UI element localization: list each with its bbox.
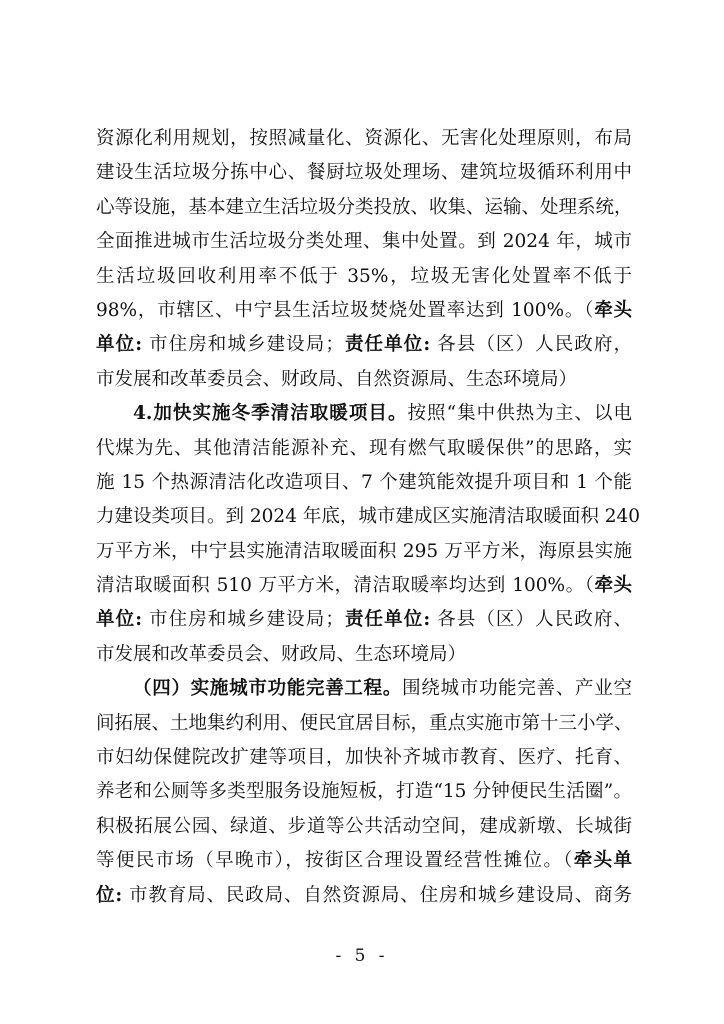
text-run: 市住房和城乡建设局； xyxy=(142,334,344,356)
text-line xyxy=(96,500,641,534)
text-line xyxy=(96,879,632,913)
text-line xyxy=(96,260,632,294)
text-line xyxy=(96,363,632,397)
document-body xyxy=(96,122,641,913)
text-line xyxy=(96,156,632,190)
text-run: 按照“集中供热为主、以电 xyxy=(407,403,632,425)
text-run: 全面推进城市生活垃圾分类处理、集中处置。到 2024 年，城市 xyxy=(96,231,632,253)
bold-text-run: 4.加快实施冬季清洁取暖项目。 xyxy=(133,403,408,425)
text-run: 施 15 个热源清洁化改造项目、7 个建筑能效提升项目和 1 个能 xyxy=(96,471,632,493)
text-run: 力建设类项目。到 2024 年底，城市建成区实施清洁取暖面积 240 xyxy=(96,506,641,528)
text-run: 98%，市辖区、中宁县生活垃圾焚烧处置率达到 100%。（ xyxy=(96,299,595,321)
bold-text-run: （四）实施城市功能完善工程。 xyxy=(133,678,403,700)
text-run: 生活垃圾回收利用率不低于 35%，垃圾无害化处置率不低于 xyxy=(96,265,632,287)
bold-text-run: 位: xyxy=(96,884,123,906)
text-run: 市住房和城乡建设局； xyxy=(142,609,344,631)
paragraph xyxy=(96,672,632,913)
bold-text-run: 单位: xyxy=(96,609,143,631)
text-line xyxy=(96,672,632,706)
text-line xyxy=(96,569,632,603)
text-line xyxy=(96,191,632,225)
text-line xyxy=(96,603,632,637)
text-line xyxy=(96,397,632,431)
text-run: 积极拓展公园、绿道、步道等公共活动空间，建成新墩、长城街 xyxy=(96,815,632,837)
text-run: 围绕城市功能完善、产业空 xyxy=(402,678,632,700)
bold-text-run: 牵头单 xyxy=(573,850,632,872)
text-line xyxy=(96,638,632,672)
text-run: 市发展和改革委员会、财政局、生态环境局） xyxy=(96,643,467,665)
text-line xyxy=(96,294,632,328)
text-line xyxy=(96,844,632,878)
text-line xyxy=(96,707,632,741)
text-run: 清洁取暖面积 510 万平方米，清洁取暖率均达到 100%。（ xyxy=(96,575,595,597)
text-line xyxy=(96,328,632,362)
text-run: 万平方米，中宁县实施清洁取暖面积 295 万平方米，海原县实施 xyxy=(96,540,632,562)
text-run: 各县（区）人民政府、 xyxy=(430,609,632,631)
text-run: 市妇幼保健院改扩建等项目，加快补齐城市教育、医疗、托育、 xyxy=(96,747,632,769)
text-run: 市发展和改革委员会、财政局、自然资源局、生态环境局） xyxy=(96,368,578,390)
text-run: 建设生活垃圾分拣中心、餐厨垃圾处理场、建筑垃圾循环利用中 xyxy=(96,162,632,184)
text-run: 代煤为先、其他清洁能源补充、现有燃气取暖保供”的思路，实 xyxy=(96,437,632,459)
text-line xyxy=(96,122,632,156)
text-line xyxy=(96,775,632,809)
bold-text-run: 责任单位: xyxy=(343,609,431,631)
bold-text-run: 责任单位: xyxy=(343,334,431,356)
text-line xyxy=(96,432,632,466)
text-line xyxy=(96,535,632,569)
page-number: - 5 - xyxy=(335,946,389,966)
text-line xyxy=(96,466,632,500)
text-run: 资源化利用规划，按照减量化、资源化、无害化处理原则，布局 xyxy=(96,128,632,149)
text-run: 市教育局、民政局、自然资源局、住房和城乡建设局、商务 xyxy=(122,884,632,906)
bold-text-run: 牵头 xyxy=(594,299,632,321)
bold-text-run: 单位: xyxy=(96,334,143,356)
text-line xyxy=(96,741,632,775)
text-run: 养老和公厕等多类型服务设施短板，打造“15 分钟便民生活圈”。 xyxy=(96,781,632,803)
paragraph xyxy=(96,397,641,672)
text-run: 各县（区）人民政府， xyxy=(430,334,632,356)
text-run: 间拓展、土地集约利用、便民宜居目标，重点实施市第十三小学、 xyxy=(96,712,633,734)
text-run: 心等设施，基本建立生活垃圾分类投放、收集、运输、处理系统， xyxy=(96,196,633,218)
bold-text-run: 牵头 xyxy=(594,575,632,597)
text-run: 等便民市场（早晚市），按街区合理设置经营性摊位。（ xyxy=(96,850,574,872)
paragraph xyxy=(96,122,632,397)
text-line xyxy=(96,810,632,844)
text-line xyxy=(96,225,632,259)
